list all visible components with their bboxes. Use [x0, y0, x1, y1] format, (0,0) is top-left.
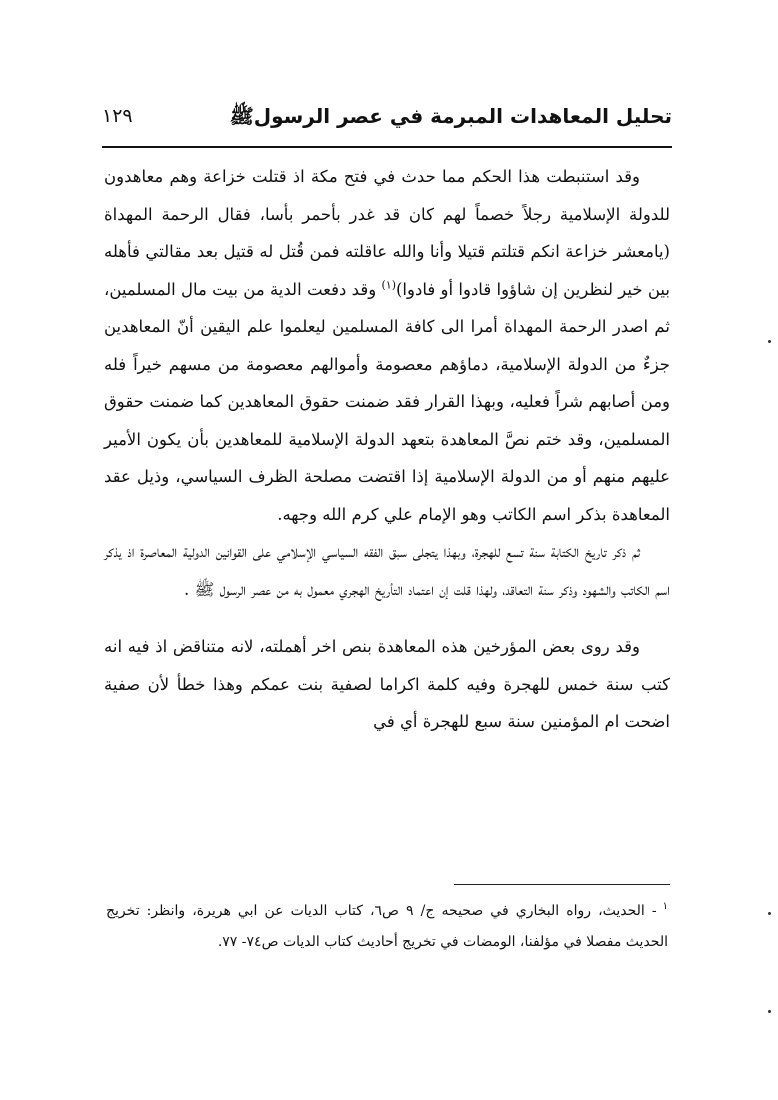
footnote-text: - الحديث، رواه البخاري في صحيحه ج/ ٩ ص٦، كتاب الديات عن ابي هريرة، وانظر: تخريج الحديث مفصلا في مؤلفنا، الومضات في تخريج أحاديث كتاب الديات ص٧٤- ٧٧.: [106, 903, 668, 950]
paragraph-1-continuation: وقد دفعت الدية من بيت مال المسلمين، ثم اصدر الرحمة المهداة أمرا الى كافة المسلمين ليعلموا علم اليقين أنّ المعاهدين جزءٌ من الدولة الإسلامية، دماؤهم معصومة وأموالهم معصومة من مسهم خيراً فله ومن أصابهم شراً فعليه، وبهذا القرار فقد ضمنت حقوق المعاهدين كما ضمنت حقوق المسلمين، وقد ختم نصَّ المعاهدة بتعهد الدولة الإسلامية للمعاهدين بأن يكون الأمير عليهم منهم أو من الدولة الإسلامية إذا اقتضت مصلحة الظرف السياسي، وذيل عقد المعاهدة بذكر اسم الكاتب وهو الإمام علي كرم الله وجهه.: [104, 279, 670, 524]
main-text: [104, 158, 670, 741]
footnote: [106, 896, 668, 958]
header-title: تحليل المعاهدات المبرمة في عصر الرسولﷺ: [229, 104, 672, 128]
header-divider: [102, 146, 672, 148]
paragraph-2: ثم ذكر تاريخ الكتابة سنة تسع للهجرة، وبهذا يتجلى سبق الفقه السياسي الإسلامي على القوانين الدولية المعاصرة اذ يذكر اسم الكاتب والشهود وذكر سنة التعاقد، ولهذا قلت إن اعتماد التأريخ الهجري معمول به من عصر الرسول ﷺ .: [104, 542, 670, 599]
footnote-reference: (١): [381, 278, 396, 291]
page-number: ١٢٩: [102, 105, 133, 127]
scan-speck: [768, 1010, 771, 1013]
paragraph-3: وقد روى بعض المؤرخين هذه المعاهدة بنص اخر أهملته، لانه متناقض اذ فيه انه كتب سنة خمس للهجرة وفيه كلمة اكراما لصفية بنت عمكم وهذا خطأ لأن صفية اضحت ام المؤمنين سنة سبع للهجرة أي في: [104, 637, 670, 731]
paragraph-1-text: وقد استنبطت هذا الحكم مما حدث في فتح مكة اذ قتلت خزاعة وهم معاهدون للدولة الإسلامية رجلاً خصماً لهم كان قد غدر بأحمر بأسا، فقال الرحمة المهداة (يامعشر خزاعة انكم قتلتم قتيلا وأنا والله عاقلته فمن قُتل له قتيل بعد مقالتي فأهله بين خير لنظرين إن شاؤوا قادوا أو فادوا): [104, 167, 670, 299]
footnote-marker: ١: [662, 901, 668, 913]
footnote-divider: [454, 884, 670, 885]
running-header: [102, 100, 672, 136]
scan-speck: [768, 340, 771, 343]
footnote-entry: [106, 896, 668, 958]
paragraph-1: [104, 158, 670, 533]
scan-speck: [768, 912, 771, 915]
